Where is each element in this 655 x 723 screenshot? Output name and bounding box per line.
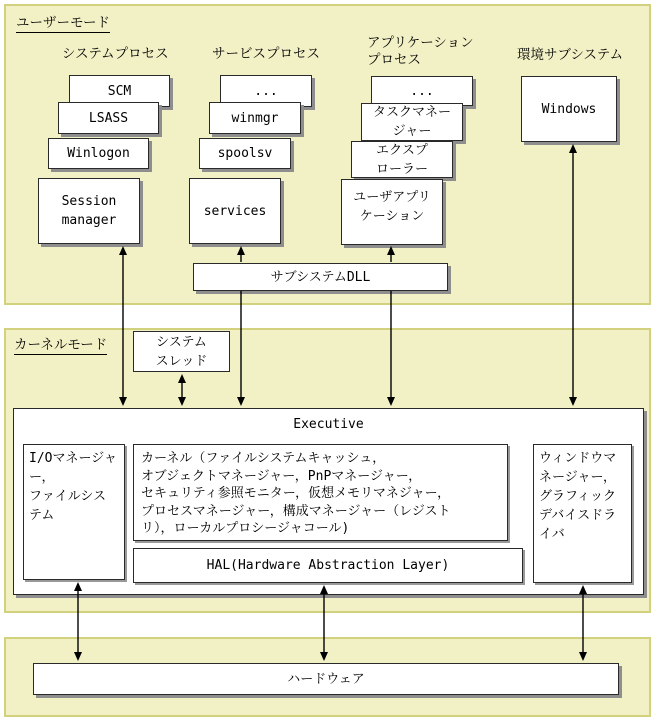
kernel-box: カーネル（ファイルシステムキャッシュ， オブジェクトマネージャー，PnPマネージャー， セキュリティ参照モニター，仮想メモリマネジャー， プロセスマネージャー，構成マネージャー（レジスト リ），ローカルプロシージャコール) <box>133 444 508 541</box>
process-box-session-manager: Session manager <box>38 178 140 244</box>
user-mode-label: ユーザーモード <box>16 11 110 33</box>
process-box-application-ellipsis: ... <box>371 76 473 106</box>
process-box-services: services <box>189 178 281 244</box>
hal-box: HAL(Hardware Abstraction Layer) <box>133 548 523 583</box>
system-processes-header: システムプロセス <box>62 46 169 62</box>
process-box-scm: SCM <box>69 75 170 107</box>
process-box-spoolsv: spoolsv <box>199 138 291 169</box>
process-box-task-manager: タスクマネー ジャー <box>361 103 463 141</box>
hardware-box: ハードウェア <box>33 663 619 695</box>
subsystem-dll-box: サブシステムDLL <box>193 263 448 291</box>
subsystem-box-windows: Windows <box>521 76 617 142</box>
process-box-service-ellipsis: ... <box>220 75 312 107</box>
process-box-lsass: LSASS <box>58 102 159 134</box>
process-box-winlogon: Winlogon <box>48 138 149 169</box>
process-box-explorer: エクスプ ローラー <box>351 141 453 178</box>
service-processes-header: サービスプロセス <box>212 46 320 62</box>
application-processes-header: アプリケーション プロセス <box>367 35 474 68</box>
io-manager-box: I/Oマネージャ ー， ファイルシス テム <box>23 444 125 580</box>
process-box-winmgr: winmgr <box>209 102 301 134</box>
system-thread-box: システム スレッド <box>133 331 230 372</box>
environment-subsystems-header: 環境サブシステム <box>517 47 624 63</box>
window-manager-box: ウィンドウマ ネージャー， グラフィック デバイスドラ イバ <box>533 444 632 583</box>
kernel-mode-label: カーネルモード <box>14 333 107 355</box>
process-box-user-application: ユーザアプリ ケーション <box>341 179 443 245</box>
executive-title: Executive <box>293 417 364 432</box>
